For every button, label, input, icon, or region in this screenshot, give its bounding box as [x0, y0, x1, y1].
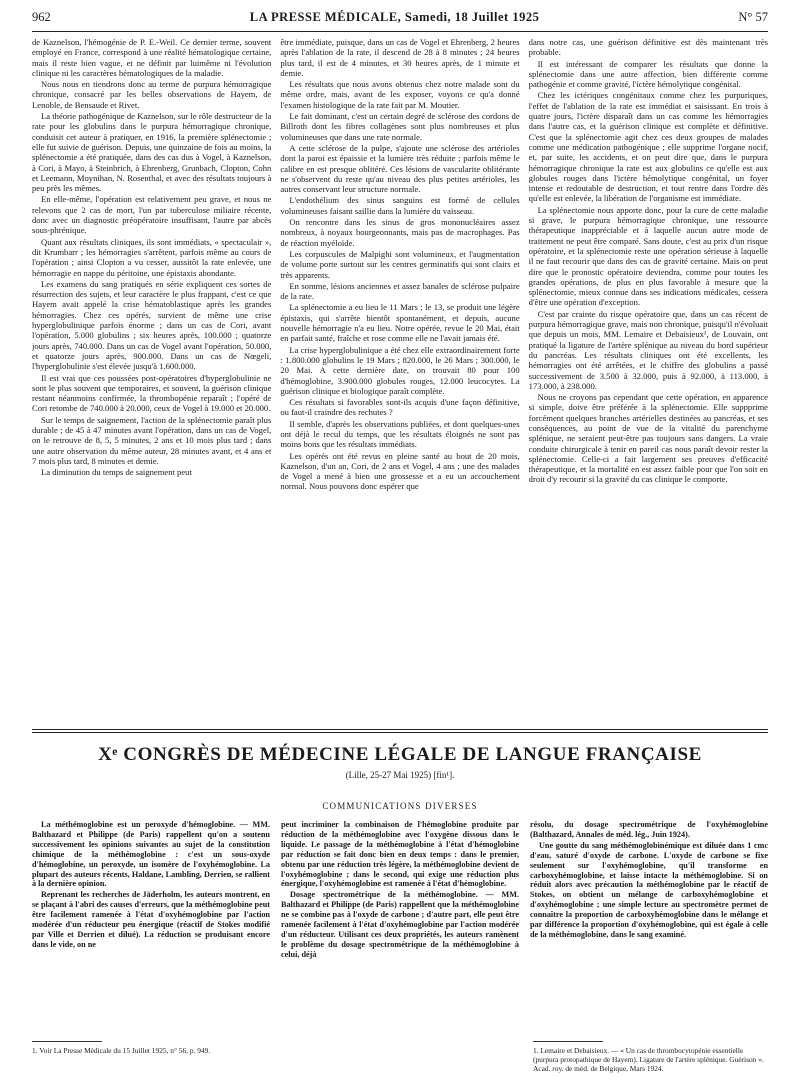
paragraph: Il semble, d'après les observations publiées, et dont quelques-unes ont déjà le recul du temps, que les résultats éloignés ne sont pas moins bons que les résultats immédiats. [280, 418, 520, 450]
paragraph: L'endothélium des sinus sanguins est formé de cellules volumineuses faisant saillie dans la lumière du vaisseau. [280, 195, 520, 216]
page-header [32, 10, 768, 30]
paragraph: de Kaznelson, l'hémogénie de P. E.-Weil. Ce dernier terme, souvent employé en France, correspond à une réalité hématologique certaine, mais il reste bien vague, et ne définit par luimême ni l'évolution clinique ni les caractères hématologiques de la maladie. [32, 37, 272, 78]
paragraph: Il est vrai que ces poussées post-opératoires d'hyperglobulinie ne sont le plus souvent que temporaires, et souvent, la guérison clinique restant néanmoins confirmée, la thrombopénie reparaît ; l'opéré de Cori retombe de 740.000 à 20.000, ceux de Vogel à 19.000 et 20.000. [32, 372, 272, 414]
paragraph: La splénectomie a eu lieu le 11 Mars ; le 13, se produit une légère épistaxis, qui s'arrête bientôt spontanément, et depuis, aucune nouvelle hémorragie n'a eu lieu. Notre opérée, revue le 20 Mai, était en parfait santé, fraîche et rose comme elle ne l'avait jamais été. [280, 302, 520, 344]
congress-heading [32, 744, 768, 780]
paragraph: Les examens du sang pratiqués en série expliquent ces sortes de résurrection des sujets, et leur caractère le plus frappant, c'est ce que Hayem avait appelé la crise hématoblastique après les grandes hémorragies. Chez ces opérés, survient de même une crise hyperglobulinique parfois énorme ; dans un cas de Cori, avant l'opération, 5.000 globulins ; six heures après, 100.000 ; quatorze jours après, 740.000. Dans un cas de Vogel avant l'opération, 50.000, et quatorze jours après, 900.000. Dans un cas de Nœgeli, l'hyperglobulinie s'est élevée jusqu'à 1.600.000. [32, 278, 272, 372]
communications-column-3 [530, 820, 768, 1032]
paragraph: Sur le temps de saignement, l'action de la splénectomie paraît plus durable ; de 45 à 47 minutes avant l'opération, dans un cas de Vogel, on le retrouve de 8, 5, 5 minutes, 2 ans et 10 mois plus tard ; dans une autre observation du même auteur, 28 minutes avant, et 4 ans et 7 mois plus tard, 8 minutes et demie. [32, 414, 272, 466]
paragraph: En somme, lésions anciennes et assez banales de sclérose pulpaire de la rate. [280, 280, 520, 302]
paragraph: A cette sclérose de la pulpe, s'ajoute une sclérose des artérioles dont la paroi est épaissie et la lumière très réduite ; parfois même le calibre en est presque oblitéré. Ces lésions de vascularite oblitérante ne s'observent du reste qu'au niveau des plus petites artérioles, les autres conservant leur structure normale. [280, 142, 520, 195]
paragraph: Reprenant les recherches de Jäderholm, les auteurs montrent, en se plaçant à l'abri des causes d'erreurs, que la méthémoglobine peut être facilement ramenée à l'état d'oxyhémoglobine par l'action modérée d'un réducteur peu énergique (réactif de Stokes modifié par Ville et Derrien et dilué). La réduction se produisant encore dans le vide, on ne [32, 890, 270, 949]
paragraph: Quant aux résultats cliniques, ils sont immédiats, « spectaculair », dit Krumbarr ; les hémorragies s'arrêtent, parfois même au cours de l'opération ; ainsi Clopton a vu cesser, aussitôt la rate enlevée, une hémorragie en nappe du péritoine, une épistaxis abondante. [32, 236, 272, 278]
paragraph: La théorie pathogénique de Kaznelson, sur le rôle destructeur de la rate pour les globulins dans le purpura hémorragique chronique, conduisit cet auteur à pratiquer, en 1916, la première splénectomie ; elle fut suivie de guérison. Depuis, une quinzaine de fois au moins, la splénectomie a été pratiquée, dans des cas dus à Vogel, à Kaznelson, à Cori, à Mayo, à Steinbrich, à Ehrenberg, Grunbach, Clopton, Cohn et Leemann, Moynihan, N. Rosenthal, et avec des résultats toujours à peu près les mêmes. [32, 111, 272, 194]
article-columns [32, 37, 768, 725]
paragraph: être immédiate, puisque, dans un cas de Vogel et Ehrenberg, 2 heures après l'ablation de la rate, il descend de 28 à 8 minutes ; 24 heures plus tard, il est de 4 minutes, et 30 heures après, de 1 minute et demie. [280, 37, 520, 78]
section-rule-top [32, 729, 768, 730]
paragraph: En elle-même, l'opération est relativement peu grave, et nous ne relevons que 2 cas de mort, l'un par tuberculose miliaire récente, donc avec un diagnostic préopératoire insuffisant, l'autre par abcès sous-phrénique. [32, 194, 272, 236]
paragraph: La splénectomie nous apporte donc, pour la cure de cette maladie si grave, le purpura hémorragique chronique, une ressource thérapeutique inappréciable et à laquelle aucun autre mode de traitement ne peut être comparé. Sans doute, c'est au prix d'un risque opératoire, et la splénectomie reste une opération sérieuse à laquelle il ne faut recourir que dans des cas de gravité certaine. Mais on peut dire que le pronostic opératoire deviendra, comme pour toutes les grandes opérations, de plus en plus favorable à mesure que la splénectomie, mieux connue dans ses indications médicales, cessera d'être une opération d'exception. [528, 204, 768, 308]
page-number: 962 [32, 10, 51, 24]
communications-column-2 [281, 820, 519, 1032]
article-column-3 [529, 37, 768, 725]
paragraph: La crise hyperglobulinique a été chez elle extraordinairement forte : 1.800.000 globulins le 19 Mars ; 820.000, le 26 Mars ; 300.000, le 20 Mai. A cette dernière date, on trouvait 80 pour 100 d'hémoglobine, 3.900.000 globules rouges, 12.000 leucocytes. La guérison clinique et biologique paraît complète. [280, 344, 520, 396]
paragraph: C'est par crainte du risque opératoire que, dans un cas récent de purpura hémorragique grave, mais non chronique, puisqu'il n'évoluait que depuis un mois, MM. Lemaire et Debaisieux¹, de Louvain, ont pratiqué la ligature de l'artère splénique au niveau du bord supérieur du pancréas. Les résultats cliniques ont été excellents, les hémorragies ont été arrêtées, et le chiffre des globulins a passé successivement de 3.500 à 32.000, puis à 92.000, à 113.000, à 173.000, à 238.000. [528, 308, 768, 391]
paragraph: Chez les ictériques congénitaux comme chez les purpuriques, l'effet de l'ablation de la rate est immédiat et saisissant. En trois à quatre jours, l'ictère disparaît dans un cas comme les hémorragies dans l'autre cas, et la guérison clinique est complète et définitive. C'est que la splénectomie agit chez ces deux groupes de malades comme une médication pathogénique ; elle supprime l'organe nocif, et, par suite, les accidents, et on peut dire que, dans le purpura hémorragique chronique la rate est aux globulins ce qu'elle est aux globules rouges dans l'ictère hémolytique congénital, un foyer intense et redoutable de destruction, et tout rentre dans l'ordre dès qu'elle est enlevée, la libération de l'organisme est immédiate. [528, 90, 768, 204]
paragraph: Ces résultats si favorables sont-ils acquis d'une façon définitive, ou faut-il craindre des rechutes ? [280, 397, 520, 418]
article-column-2 [280, 37, 519, 725]
header-rule [32, 31, 768, 32]
footnote-right: 1. Lemaire et Debaisieux. — « Un cas de thrombocytopénie essentielle (purpura protopathique de Hayem). Ligature de l'artère splénique. Guérison ». Acad. roy. de méd. de Belgique, Mars 1924. [533, 1046, 764, 1073]
paragraph: On rencontre dans les sinus de gros mononucléaires assez nombreux, à noyaux bourgeonnants, mais pas de macrophages. Pas de réaction myéloïde. [280, 217, 520, 248]
paragraph: Nous nous en tiendrons donc au terme de purpura hémorragique chronique, consacré par les belles observations de Hayem, de Lenoble, de Bensaude et Rivet. [32, 79, 272, 110]
communications-columns [32, 820, 768, 1032]
paragraph: La méthémoglobine est un peroxyde d'hémoglobine. — MM. Balthazard et Philippe (de Paris) rappellent qu'on a soutenu successivement les opinions suivantes au sujet de la constitution chimique de la méthémoglobine : c'est un sous-oxyde d'hémoglobine, un peroxyde, un isomère de l'oxyhémoglobine. La plupart des auteurs récents, Haldane, Lambling, Derrien, se rallient à la dernière opinion. [32, 820, 270, 889]
journal-title: LA PRESSE MÉDICALE, Samedi, 18 Juillet 1925 [249, 10, 540, 24]
issue-number: N° 57 [738, 10, 768, 24]
paragraph: Dosage spectrométrique de la méthémoglobine. — MM. Balthazard et Philippe (de Paris) rappellent que la méthémoglobine ne se combine pas à l'oxyde de carbone ; d'autre part, elle peut être ramenée facilement à l'état d'oxyhémoglobine par l'action modérée d'un réducteur. Utilisant ces deux propriétés, les auteurs ramènent le problème du dosage spectrométrique de la méthémoglobine à celui, déjà [281, 890, 519, 959]
paragraph: peut incriminer la combinaison de l'hémoglobine produite par réduction de la méthémoglobine avec l'oxygène dissous dans le liquide. Le passage de la méthémoglobine à l'état d'hémoglobine par réduction se fait donc bien en deux temps : dans le premier, obtenu par une réduction très légère, la méthémoglobine devient de l'oxyhémoglobine ; dans le second, qui exige une réduction plus énergique, l'oxyhémoglobine est ramenée à l'état d'hémoglobine. [281, 820, 519, 889]
paragraph: Les corpuscules de Malpighi sont volumineux, et l'augmentation de volume porte surtout sur les centres germinatifs qui sont clairs et très apparents. [280, 248, 520, 280]
section-title: COMMUNICATIONS DIVERSES [322, 801, 478, 811]
paragraph: Nous ne croyons pas cependant que cette opération, en apparence si simple, doive être préférée à la splénectomie. Elle suppprime forcément quelques branches artérielles destinées au pancréas, et ses conséquences, au point de vue de la vitalité du parenchyme splénique, ne seraient peut-être pas toujours sans dangers. La vraie conduite chirurgicale à tenir en pareil cas nous paraît devoir rester la splénectomie. Celle-ci a fait largement ses preuves d'efficacité thérapeutique, et la mortalité en est assez faible pour que l'on soit en droit d'y recourir si la gravité du cas clinique le comporte. [528, 392, 768, 485]
paragraph: Il est intéressant de comparer les résultats que donne la splénectomie dans une autre affection, bien différente comme pathogénie et comme gravité, l'ictère hémolytique congénital. [528, 58, 768, 90]
paragraph: résolu, du dosage spectrométrique de l'oxyhémoglobine (Balthazard, Annales de méd. lég., Juin 1924). [530, 820, 768, 839]
congress-title: Xᵉ CONGRÈS DE MÉDECINE LÉGALE DE LANGUE FRANÇAISE [98, 744, 702, 765]
congress-subtitle: (Lille, 25-27 Mai 1925) [fin¹]. [345, 770, 455, 780]
footnote-left: 1. Voir La Presse Médicale du 15 Juillet 1925, n° 56, p. 949. [32, 1046, 211, 1055]
section-rule-bottom [32, 732, 768, 733]
paragraph: Une goutte du sang méthémoglobinémique est diluée dans 1 cmc d'eau, saturé d'oxyde de carbone. L'oxyde de carbone se fixe seulement sur l'oxyhémoglobine, qu'il transforme en carboxyhémoglobine, et laisse intacte la méthémoglobine. Si on réduit alors avec précaution la méthémoglobine par le réactif de Stokes, on obtient un mélange de carboxyhémoglobine et d'oxyhémoglobine ; une simple lecture au spectromètre permet de connaître la proportion de carboxyhémoglobine dans le mélange et par différence la proportion d'oxyhémoglobine, qui est égale à celle de la méthémoglobine, dans le sang examiné. [530, 840, 768, 939]
paragraph: dans notre cas, une guérison définitive est dès maintenant très probable. [528, 37, 768, 58]
paragraph: Le fait dominant, c'est un certain degré de sclérose des cordons de Billroth dont les fibres collagènes sont plus nombreuses et plus volumineuses que dans une rate normale. [280, 111, 520, 142]
paragraph: Les résultats que nous avons obtenus chez notre malade sont du même ordre, mais, avant de les exposer, voyons ce qu'a donné l'examen histologique de la rate fait par M. Moutier. [280, 79, 520, 110]
footnote-rule-right [533, 1041, 603, 1042]
paragraph: La diminution du temps de saignement peut [41, 467, 192, 478]
footnote-rule-left [32, 1041, 102, 1042]
article-column-1 [32, 37, 271, 725]
communications-column-1 [32, 820, 270, 1032]
paragraph: Les opérés ont été revus en pleine santé au bout de 20 mois, Kaznelson, d'un an, Cori, de 2 ans et Vogel, 4 ans ; une des malades de Vogel a mené à bien une grossesse et a eu un accouchement normal. Nous pouvons donc espérer que [280, 450, 520, 492]
